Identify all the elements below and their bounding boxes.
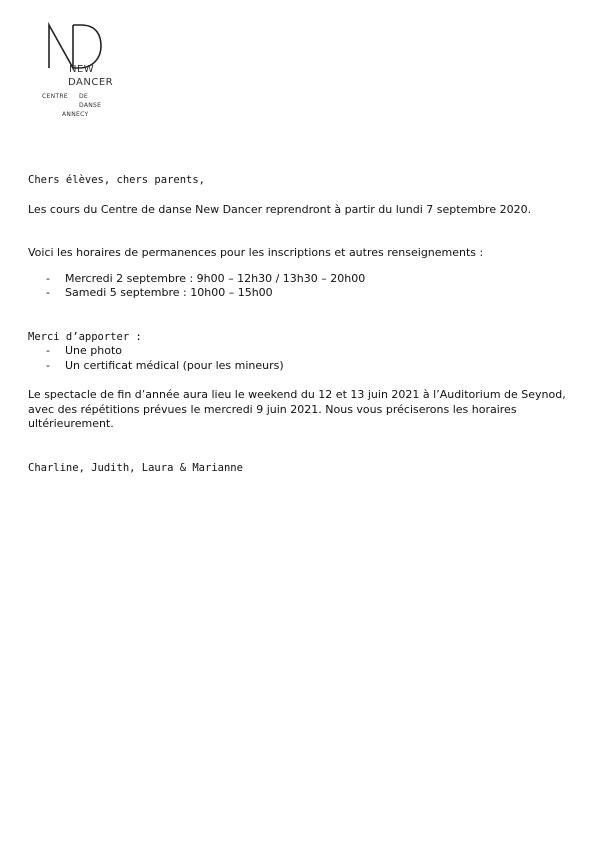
greeting: Chers élèves, chers parents,	[28, 174, 206, 186]
intro-paragraph: Les cours du Centre de danse New Dancer reprendront à partir du lundi 7 septembre 2020.	[28, 202, 532, 216]
bullet-dash: -	[46, 271, 50, 285]
new-dancer-logo	[38, 22, 114, 126]
list-item	[28, 359, 580, 374]
logo-word-de: DE	[79, 93, 89, 100]
hours-list	[28, 272, 580, 301]
signature: Charline, Judith, Laura & Marianne	[28, 461, 243, 474]
hours-item-text: Samedi 5 septembre : 10h00 – 15h00	[65, 286, 273, 299]
logo-word-new: NEW	[69, 64, 95, 75]
logo-word-dancer: DANCER	[68, 77, 114, 88]
bullet-dash: -	[46, 358, 50, 372]
list-item	[28, 286, 580, 301]
list-item	[28, 272, 580, 287]
letter-body	[28, 173, 580, 475]
bullet-dash: -	[46, 286, 50, 299]
bullet-dash: -	[46, 344, 50, 357]
logo-word-danse: DANSE	[79, 102, 102, 109]
bring-item-text: Une photo	[65, 344, 123, 357]
bring-item-text: Un certificat médical (pour les mineurs)	[65, 358, 284, 372]
bring-list	[28, 344, 580, 373]
nd-monogram-icon	[47, 22, 103, 70]
logo-word-annecy: ANNECY	[62, 111, 89, 118]
logo-word-centre: CENTRE	[42, 93, 68, 100]
hours-item-text: Mercredi 2 septembre : 9h00 – 12h30 / 13h30 – 20h00	[65, 271, 366, 285]
show-paragraph: Le spectacle de fin d’année aura lieu le weekend du 12 et 13 juin 2021 à l’Auditorium de Seynod, avec des répétitions prévues le mercredi 9 juin 2021. Nous vous préciserons les horaires ultérieurement.	[28, 388, 566, 430]
list-item	[28, 344, 580, 359]
hours-intro: Voici les horaires de permanences pour les inscriptions et autres renseignements :	[28, 246, 484, 259]
bring-intro: Merci d’apporter :	[28, 330, 142, 343]
